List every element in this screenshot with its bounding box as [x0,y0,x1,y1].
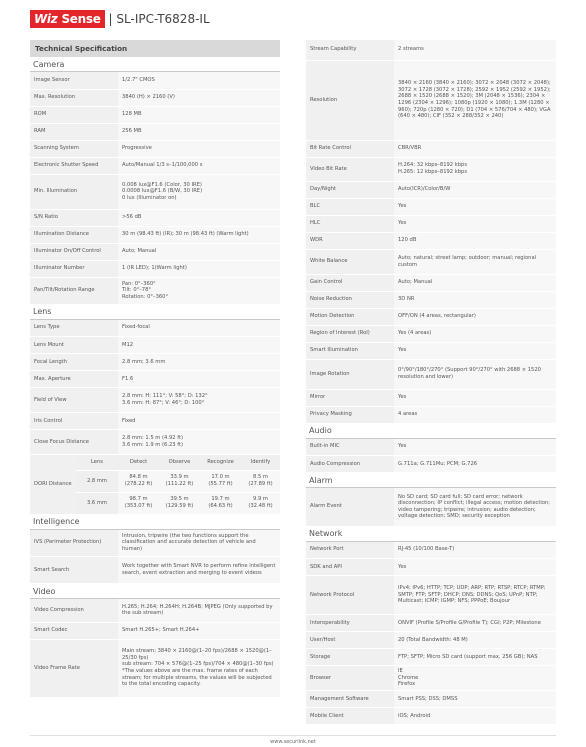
spec-label: Interoperability [306,615,394,632]
model-name: | SL-IPC-T6828-IL [108,12,210,26]
spec-value: Auto; Manual [118,243,280,260]
spec-label: Video Bit Rate [306,157,394,181]
spec-value: 3840 × 2160 (3840 × 2160); 3072 × 2048 (3072 × 2048); 3072 × 1728 (3072 × 1728); 2592 × 1952 (2592 × 1952); 2688 × 1520 (2688 × 1520); 3M (2048 × 1536); 2304 × 1296 (2304 × 1296); 1080p (1920 × 1080); 1.3M (1280 × 960); 720p (1280 × 720); D1 (704 × 576/704 × 480); VGA (640 × 480); CIF (352 × 288/352 × 240) [394,60,556,140]
spec-value: No SD card; SD card full; SD card error; network disconnection; IP conflict; illegal access; motion detection; video tampering; tripwire; intrusion; audio detection; voltage detection; SMD; security exception [394,488,556,526]
dori-distance-cell: 8.5 m (27.89 ft) [241,470,280,492]
spec-row [30,388,280,413]
spec-row [306,632,556,649]
spec-row [306,389,556,406]
spec-row [306,456,556,473]
spec-label: Smart Search [30,557,118,584]
spec-value: Smart PSS; DSS; DMSS [394,691,556,708]
spec-value: 256 MB [118,123,280,140]
spec-row [306,308,556,325]
spec-label: Built-in MIC [306,439,394,456]
spec-row [30,430,280,455]
spec-label: Region of Interest (RoI) [306,325,394,342]
spec-label: Smart Codec [30,622,118,639]
spec-label: Max. Aperture [30,371,118,388]
spec-row [30,123,280,140]
spec-value: 30 m (98.43 ft) (IR); 30 m (98.43 ft) (Warm light) [118,226,280,243]
spec-value: Fixed [118,413,280,430]
lens-heading: Lens [30,305,280,320]
spec-label: HLC [306,215,394,232]
spec-label: RAM [30,123,118,140]
spec-value: 2.8 mm: H: 111°; V: 58°; D: 132° 3.6 mm: H: 87°; V: 46°; D: 100° [118,388,280,413]
spec-value: 3D NR [394,291,556,308]
spec-row [306,60,556,140]
spec-label: Management Software [306,691,394,708]
spec-label: SDK and API [306,559,394,576]
spec-value: IE Chrome Firefox [394,666,556,691]
spec-value: G.711a; G.711Mu; PCM; G.726 [394,456,556,473]
spec-label: Illuminator On/Off Control [30,243,118,260]
dori-distance-cell: 33.9 m (111.22 ft) [159,470,200,492]
spec-value: Yes [394,389,556,406]
spec-label: Smart Illumination [306,342,394,359]
spec-value: OFF/ON (4 areas, rectangular) [394,308,556,325]
spec-row [306,576,556,615]
spec-label: Lens Mount [30,337,118,354]
left-column [30,40,280,698]
spec-row [30,599,280,622]
dori-header-cell: Lens [76,455,118,470]
spec-value: H.264: 32 kbps–8192 kbps H.265: 12 kbps–8192 kbps [394,157,556,181]
spec-row [30,106,280,123]
alarm-heading: Alarm [306,473,556,488]
spec-value: RJ-45 (10/100 Base-T) [394,542,556,559]
spec-value: Auto(ICR)/Color/B/W [394,181,556,198]
video-continued-table [306,40,556,424]
spec-row [30,337,280,354]
spec-row [306,559,556,576]
spec-label: Privacy Masking [306,406,394,423]
spec-row [306,291,556,308]
left-spec-body [30,57,280,698]
spec-value: Main stream: 3840 × 2160@(1–20 fps)/2688 × 1520@(1–25/30 fps) sub stream: 704 × 576@(1–25 fps)/704 × 480@(1–30 fps) *The values above are the max. frame rates of each stream; for multiple streams, the values will be subjected to the total encoding capacity. [118,639,280,697]
spec-row [30,174,280,209]
spec-value: CBR/VBR [394,140,556,157]
dori-header-cell: Detect [118,455,159,470]
spec-value: Progressive [118,140,280,157]
spec-value: H.265; H.264; H.264H; H.264B; MJPEG (Only supported by the sub stream) [118,599,280,622]
camera-table [30,72,280,305]
intelligence-table [30,530,280,585]
spec-row [30,260,280,277]
right-spec-body [306,40,556,725]
spec-value: >56 dB [118,209,280,226]
spec-row [30,530,280,557]
spec-row [306,615,556,632]
spec-row [306,274,556,291]
spec-row [30,371,280,388]
network-table [306,542,556,726]
spec-label: Motion Detection [306,308,394,325]
spec-row [306,40,556,60]
dori-distance-cell: 39.5 m (129.59 ft) [159,492,200,514]
right-column [306,40,556,725]
spec-row [30,226,280,243]
spec-row [306,157,556,181]
spec-row [306,249,556,274]
spec-label: Audio Compression [306,456,394,473]
dori-distance-cell: 17.0 m (55.77 ft) [200,470,241,492]
spec-title: Technical Specification [30,40,280,57]
spec-row [306,666,556,691]
spec-value: Yes (4 areas) [394,325,556,342]
audio-heading: Audio [306,424,556,439]
dori-lens-cell: 2.8 mm [76,470,118,492]
dori-label: DORI Distance [30,455,76,514]
spec-row [30,157,280,174]
spec-label: Day/Night [306,181,394,198]
spec-label: White Balance [306,249,394,274]
spec-label: Mirror [306,389,394,406]
spec-label: Storage [306,649,394,666]
dori-lens-cell: 3.6 mm [76,492,118,514]
spec-label: Lens Type [30,320,118,337]
spec-row [30,209,280,226]
dori-header-row [30,455,280,470]
spec-label: Resolution [306,60,394,140]
spec-label: Close Focus Distance [30,430,118,455]
spec-label: Illumination Distance [30,226,118,243]
spec-row [306,325,556,342]
dori-header-cell: Identify [241,455,280,470]
spec-label: Noise Reduction [306,291,394,308]
spec-row [306,691,556,708]
spec-row [30,557,280,584]
dori-distance-cell: 19.7 m (64.63 ft) [200,492,241,514]
spec-label: Video Frame Rate [30,639,118,697]
spec-row [306,649,556,666]
spec-row [30,243,280,260]
spec-value: 20 (Total Bandwidth: 48 M) [394,632,556,649]
spec-value: 0.008 lux@F1.6 (Color, 30 IRE) 0.0008 lux@F1.6 (B/W, 30 IRE) 0 lux (Illuminator on) [118,174,280,209]
spec-row [306,488,556,526]
spec-value: 128 MB [118,106,280,123]
spec-value: 3840 (H) × 2160 (V) [118,89,280,106]
spec-label: Gain Control [306,274,394,291]
page-header [30,8,210,30]
spec-row [30,320,280,337]
spec-row [30,72,280,89]
spec-label: Image Rotation [306,359,394,389]
dori-distance-cell: 98.7 m (353.07 ft) [118,492,159,514]
spec-label: Browser [306,666,394,691]
spec-value: FTP; SFTP; Micro SD card (support max. 256 GB); NAS [394,649,556,666]
spec-value: Yes [394,559,556,576]
spec-value: ONVIF (Profile S/Profile G/Profile T); CGI; P2P; Milestone [394,615,556,632]
spec-value: Fixed-focal [118,320,280,337]
spec-label: Alarm Event [306,488,394,526]
spec-row [30,277,280,304]
spec-value: 2.8 mm: 1.5 m (4.92 ft) 3.6 mm: 1.9 m (6.23 ft) [118,430,280,455]
spec-value: Yes [394,215,556,232]
spec-label: Field of View [30,388,118,413]
spec-label: ROM [30,106,118,123]
logo-sense: Sense [60,10,104,28]
spec-value: Pan: 0°–360° Tilt: 0°–78° Rotation: 0°–360° [118,277,280,304]
spec-row [306,359,556,389]
spec-row [306,215,556,232]
spec-row [30,413,280,430]
footer-url: www.securlink.net [270,739,316,745]
spec-label: Network Port [306,542,394,559]
dori-distance-cell: 9.9 m (32.48 ft) [241,492,280,514]
dori-header-cell: Observe [159,455,200,470]
network-heading: Network [306,527,556,542]
spec-row [30,354,280,371]
spec-label: WDR [306,232,394,249]
spec-value: Intrusion, tripwire (the two functions support the classification and accurate detection of vehicle and human) [118,530,280,557]
spec-value: Smart H.265+; Smart H.264+ [118,622,280,639]
spec-row [30,89,280,106]
lens-table [30,320,280,456]
spec-label: Focal Length [30,354,118,371]
spec-label: Scanning System [30,140,118,157]
spec-row [306,542,556,559]
spec-value: Work together with Smart NVR to perform refine intelligent search, event extraction and merging to event videos [118,557,280,584]
spec-value: 1/2.7" CMOS [118,72,280,89]
spec-label: Electronic Shutter Speed [30,157,118,174]
wizsense-logo [30,10,105,28]
dori-distance-cell: 84.8 m (278.22 ft) [118,470,159,492]
spec-label: Max. Resolution [30,89,118,106]
spec-value: 2 streams [394,40,556,60]
spec-row [306,406,556,423]
spec-row [306,181,556,198]
spec-row [30,622,280,639]
camera-heading: Camera [30,57,280,72]
spec-value: 1 (IR LED); 1(Warm light) [118,260,280,277]
spec-row [30,140,280,157]
spec-value: Yes [394,198,556,215]
spec-value: Auto/Manual 1/3 s–1/100,000 s [118,157,280,174]
spec-row [306,198,556,215]
spec-row [30,639,280,697]
spec-value: 0°/90°/180°/270° (Support 90°/270° with 2688 × 1520 resolution and lower) [394,359,556,389]
spec-label: Min. Illumination [30,174,118,209]
spec-label: Stream Capability [306,40,394,60]
spec-label: Illuminator Number [30,260,118,277]
intelligence-heading: Intelligence [30,515,280,530]
spec-value: Yes [394,342,556,359]
spec-label: S/N Ratio [30,209,118,226]
spec-label: Image Sensor [30,72,118,89]
spec-label: Iris Control [30,413,118,430]
dori-table [30,455,280,515]
spec-row [306,140,556,157]
spec-label: Video Compression [30,599,118,622]
spec-row [306,342,556,359]
spec-value: 2.8 mm; 3.6 mm [118,354,280,371]
spec-row [306,708,556,725]
spec-label: Mobile Client [306,708,394,725]
spec-value: Auto; natural; street lamp; outdoor; manual; regional custom [394,249,556,274]
spec-label: Pan/Tilt/Rotation Range [30,277,118,304]
spec-label: IVS (Perimeter Protection) [30,530,118,557]
spec-value: IPv4; IPv6; HTTP; TCP; UDP; ARP; RTP; RTSP; RTCP; RTMP; SMTP; FTP; SFTP; DHCP; DNS; DDNS; QoS; UPnP; NTP; Multicast; ICMP; IGMP; NFS; PPPoE; Boujour [394,576,556,615]
spec-value: Yes [394,439,556,456]
audio-table [306,439,556,474]
spec-label: Bit Rate Control [306,140,394,157]
spec-row [306,439,556,456]
spec-row [306,232,556,249]
footer-divider [30,735,556,736]
spec-label: User/Host [306,632,394,649]
spec-value: 4 areas [394,406,556,423]
spec-value: iOS; Android [394,708,556,725]
spec-value: M12 [118,337,280,354]
spec-value: 120 dB [394,232,556,249]
spec-label: BLC [306,198,394,215]
video-table [30,599,280,698]
logo-wiz: Wiz [30,10,60,28]
spec-value: F1.6 [118,371,280,388]
dori-header-cell: Recognize [200,455,241,470]
spec-value: Auto; Manual [394,274,556,291]
video-heading: Video [30,584,280,599]
spec-label: Network Protocol [306,576,394,615]
alarm-table [306,488,556,527]
